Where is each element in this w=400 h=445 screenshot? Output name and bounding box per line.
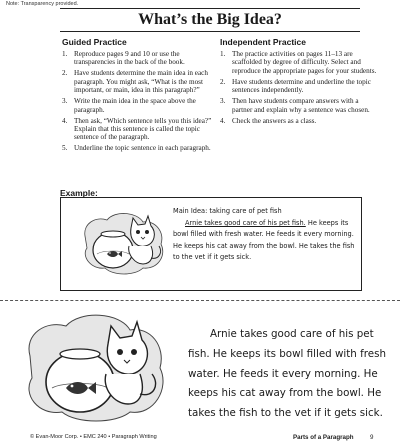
guided-practice-section <box>62 37 212 155</box>
underlined-topic-sentence: Arnie takes good care of his pet fish. <box>185 219 306 228</box>
example-paragraph <box>173 206 355 263</box>
independent-practice-section <box>220 37 380 128</box>
step-number: 2. <box>62 69 68 78</box>
step-text: Then have students compare answers with a partner and explain why a sentence was chosen. <box>232 97 370 114</box>
step-text: Write the main idea in the space above the paragraph. <box>74 97 196 114</box>
guided-step <box>62 97 212 114</box>
section-footer: Parts of a Paragraph <box>293 434 354 441</box>
step-number: 3. <box>62 97 68 106</box>
page-number: 9 <box>370 434 374 441</box>
step-text: Underline the topic sentence in each paragraph. <box>74 144 211 153</box>
step-number: 2. <box>220 77 226 86</box>
step-number: 4. <box>62 116 68 125</box>
guided-step <box>62 117 212 142</box>
cat-fishbowl-illustration-small <box>79 206 169 278</box>
title-band <box>60 8 360 32</box>
step-text: Have students determine the main idea in each paragraph. You might ask, “What is the most important, or main, idea in this paragraph?” <box>74 69 208 95</box>
guided-practice-heading: Guided Practice <box>62 37 127 47</box>
cat-fishbowl-illustration-large <box>20 308 170 426</box>
guided-step <box>62 69 212 94</box>
cut-line <box>0 300 400 301</box>
page-title: What’s the Big Idea? <box>132 9 288 31</box>
guided-step <box>62 144 212 152</box>
step-number: 5. <box>62 144 68 153</box>
independent-step <box>220 78 380 95</box>
independent-step <box>220 117 380 125</box>
independent-step <box>220 97 380 114</box>
step-number: 1. <box>220 50 226 58</box>
step-text: Then ask, “Which sentence tells you this idea?” Explain that this sentence is called the topic sentence of the paragraph. <box>74 116 212 142</box>
copyright-footer: © Evan-Moor Corp. • EMC 240 • Paragraph Writing <box>30 434 157 440</box>
independent-step <box>220 50 380 75</box>
example-box <box>60 197 362 291</box>
transparency-note: Note: Transparency provided. <box>6 1 79 7</box>
step-text: Have students determine and underline the topic sentences independently. <box>232 77 371 95</box>
step-text: The practice activities on pages 11–13 are scaffolded by degree of difficulty. Select and reproduce the appropriate pages for your students. <box>232 50 377 75</box>
step-number: 3. <box>220 97 226 106</box>
step-text: Check the answers as a class. <box>232 116 317 125</box>
step-number: 1. <box>62 50 68 58</box>
step-text: Reproduce pages 9 and 10 or use the transparencies in the back of the book. <box>74 50 185 67</box>
paragraph-text: Arnie takes good care of his pet fish. He keeps its bowl filled with fresh water. He feeds it every morning. He keeps his cat away from the bowl. He takes the fish to the vet if it gets sick. <box>188 328 386 420</box>
independent-practice-heading: Independent Practice <box>220 37 306 47</box>
practice-paragraph <box>188 325 393 424</box>
example-supporting-sentences: He keeps its bowl filled with fresh water. He feeds it every morning. He keeps his cat away from the bowl. He takes the fish to the vet if it gets sick. <box>173 219 355 261</box>
step-number: 4. <box>220 116 226 125</box>
main-idea-line: Main Idea: taking care of pet fish <box>173 207 282 215</box>
example-label: Example: <box>60 188 98 198</box>
guided-step <box>62 50 212 67</box>
